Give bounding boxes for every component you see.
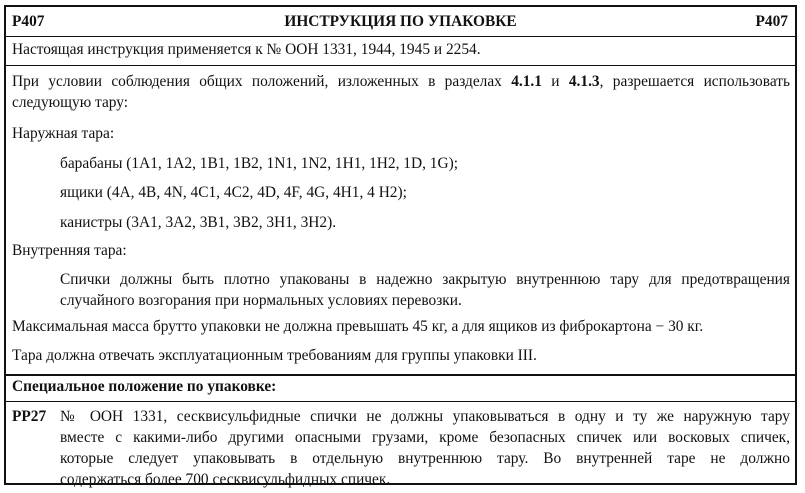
special-provision-code: PP27 xyxy=(12,408,47,425)
special-provision-line-4: содержаться более 700 сесквисульфидных спичек. xyxy=(60,471,391,488)
inner-packaging-label: Внутренняя тара: xyxy=(12,242,127,259)
section-ref-4-1-1: 4.1.1 xyxy=(511,73,542,90)
special-provision-line-2: вместе с какими-либо другими опасными грузами, кроме безопасных спичек или восковых спичек, xyxy=(60,429,790,446)
instruction-title: ИНСТРУКЦИЯ ПО УПАКОВКЕ xyxy=(284,13,517,30)
conditions-intro-line-2: следующую тару: xyxy=(12,94,129,111)
special-provision-text xyxy=(60,409,790,493)
packagings-section xyxy=(6,65,795,376)
header-row xyxy=(6,7,795,37)
special-provision-heading: Специальное положение по упаковке: xyxy=(12,378,277,395)
outer-item-drums: барабаны (1A1, 1A2, 1B1, 1B2, 1N1, 1N2, 1H1, 1H2, 1D, 1G); xyxy=(60,155,459,172)
special-provision-heading-row xyxy=(6,374,795,402)
outer-item-boxes: ящики (4A, 4B, 4N, 4C1, 4C2, 4D, 4F, 4G, 4H1, 4 H2); xyxy=(60,184,407,201)
conditions-intro-line-1: При условии соблюдения общих положений, изложенных в разделах 4.1.1 и 4.1.3, разрешается использовать xyxy=(12,73,790,90)
performance-requirements-text: Тара должна отвечать эксплуатационным требованиям для группы упаковки III. xyxy=(12,347,537,364)
instruction-code-right: P407 xyxy=(755,13,788,30)
inner-text-line-1: Спички должны быть плотно упакованы в надежно закрытую внутреннюю тару для предотвращения xyxy=(60,271,790,288)
section-ref-4-1-3: 4.1.3 xyxy=(568,73,600,90)
special-provision-line-3: которые следует упаковывать в отдельную внутреннюю тару. Во внутренней таре не должно xyxy=(60,450,790,467)
instruction-code-left: P407 xyxy=(12,13,45,30)
max-gross-mass-text: Максимальная масса брутто упаковки не должна превышать 45 кг, а для ящиков из фиброкартона − 30 кг. xyxy=(12,318,704,335)
special-provision-pp27-row xyxy=(6,401,795,488)
applicability-row xyxy=(6,36,795,66)
applicability-text: Настоящая инструкция применяется к № ООН 1331, 1944, 1945 и 2254. xyxy=(12,41,481,58)
special-provision-line-1: № ООН 1331, сесквисульфидные спички не должны упаковываться в одну и ту же наружную тару xyxy=(60,408,790,425)
inner-text-line-2: случайного возгорания при нормальных условиях перевозки. xyxy=(60,292,462,309)
conditions-intro xyxy=(12,74,790,95)
packing-instruction-table xyxy=(4,5,797,488)
inner-packaging-text xyxy=(60,272,790,314)
outer-packaging-label: Наружная тара: xyxy=(12,125,115,142)
outer-item-jerricans: канистры (3A1, 3A2, 3B1, 3B2, 3H1, 3H2). xyxy=(60,214,337,231)
